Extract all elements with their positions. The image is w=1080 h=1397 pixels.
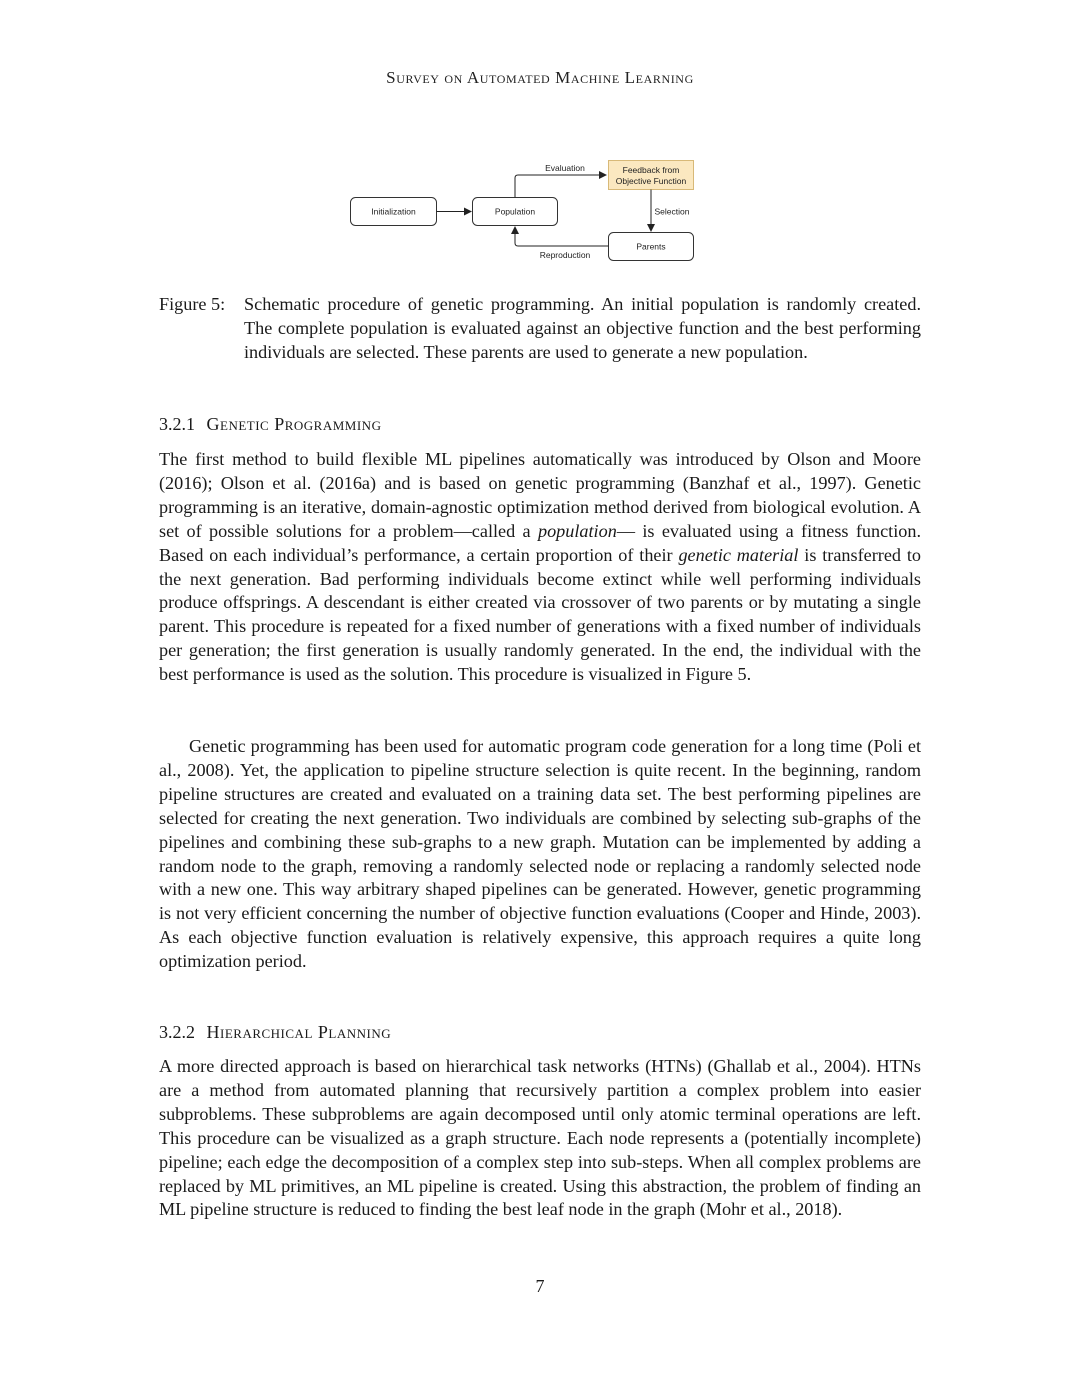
caption-label: Figure 5:	[159, 294, 226, 314]
evaluation-arrow	[515, 175, 606, 198]
section-number: 3.2.1	[159, 414, 195, 434]
reproduction-arrow	[515, 227, 609, 246]
paragraph-hierarchical-planning: A more directed approach is based on hierarchical task networks (HTNs) (Ghallab et al., 2004). HTNs are a method from automated planning that recursively partition a complex problem into easier subproblems. These subproblems are again decomposed until only atomic terminal operations are left. This procedure can be visualized as a graph structure. Each node represents a (potentially incomplete) pipeline; each edge the decomposition of a complex step into sub-steps. When all complex problems are replaced by ML primitives, an ML pipeline is created. Using this abstraction, the problem of finding an ML pipeline structure is reduced to finding the best leaf node in the graph (Mohr et al., 2018).	[159, 1056, 921, 1220]
section-title: Hierarchical Planning	[206, 1022, 392, 1042]
reproduction-label: Reproduction	[539, 250, 591, 260]
evaluation-label: Evaluation	[545, 163, 585, 173]
section-number: 3.2.2	[159, 1022, 195, 1042]
section-heading-3-2-2	[159, 1022, 391, 1043]
figure-5-diagram	[0, 0, 1080, 280]
text-run: — is evaluated using a fitness function. Based on each individual’s performance, a certain proportion of their	[159, 520, 921, 565]
paragraph-genetic-programming-1	[159, 448, 921, 687]
parents-label: Parents	[636, 241, 666, 252]
feedback-label-line1: Feedback from	[622, 165, 680, 175]
selection-label: Selection	[654, 206, 690, 217]
emphasis-genetic-material: genetic material	[678, 544, 799, 565]
section-title: Genetic Programming	[206, 414, 382, 434]
emphasis-population: population	[537, 520, 617, 541]
population-label: Population	[494, 206, 536, 217]
caption-text: Schematic procedure of genetic programming. An initial population is randomly created. The complete population is evaluated against an objective function and the best performing individuals are selected. These parents are used to generate a new population.	[244, 294, 921, 362]
page-number: 7	[535, 1276, 545, 1296]
running-head: Survey on Automated Machine Learning	[386, 68, 694, 87]
text-run: is transferred to the next generation. Bad performing individuals become extinct while well performing individuals produce offsprings. A descendant is either created via crossover of two parents or by mutating a single parent. This procedure is repeated for a fixed number of generations with a fixed number of individuals per generation; the first generation is usually randomly generated. In the end, the individual with the best performance is used as the solution. This procedure is visualized in Figure 5.	[159, 544, 921, 685]
figure-caption	[159, 292, 921, 364]
text-run: The first method to build flexible ML pipelines automatically was introduced by Olson and Moore (2016); Olson et al. (2016a) and is based on genetic programming (Banzhaf et al., 1997). Genetic programming is an iterative, domain-agnostic optimization method derived from biological evolution. A set of possible solutions for a problem—called a	[159, 449, 921, 541]
feedback-label-line2: Objective Function	[615, 176, 687, 186]
initialization-label: Initialization	[371, 206, 416, 217]
paragraph-genetic-programming-2: Genetic programming has been used for automatic program code generation for a long time (Poli et al., 2008). Yet, the application to pipeline structure selection is quite recent. In the beginning, random pipeline structures are created and evaluated on a training data set. The best performing pipelines are selected for creating the next generation. Two individuals are combined by selecting sub-graphs of the pipelines and combining these sub-graphs to a new graph. Mutation can be implemented by adding a random node to the graph, removing a randomly selected node or replacing a randomly selected node with a new one. This way arbitrary shaped pipelines can be generated. However, genetic programming is not very efficient concerning the number of objective function evaluations (Cooper and Hinde, 2003). As each objective function evaluation is relatively expensive, this approach requires a quite long optimization period.	[159, 736, 921, 972]
section-heading-3-2-1	[159, 414, 381, 435]
genetic-programming-flowchart	[0, 0, 1080, 280]
